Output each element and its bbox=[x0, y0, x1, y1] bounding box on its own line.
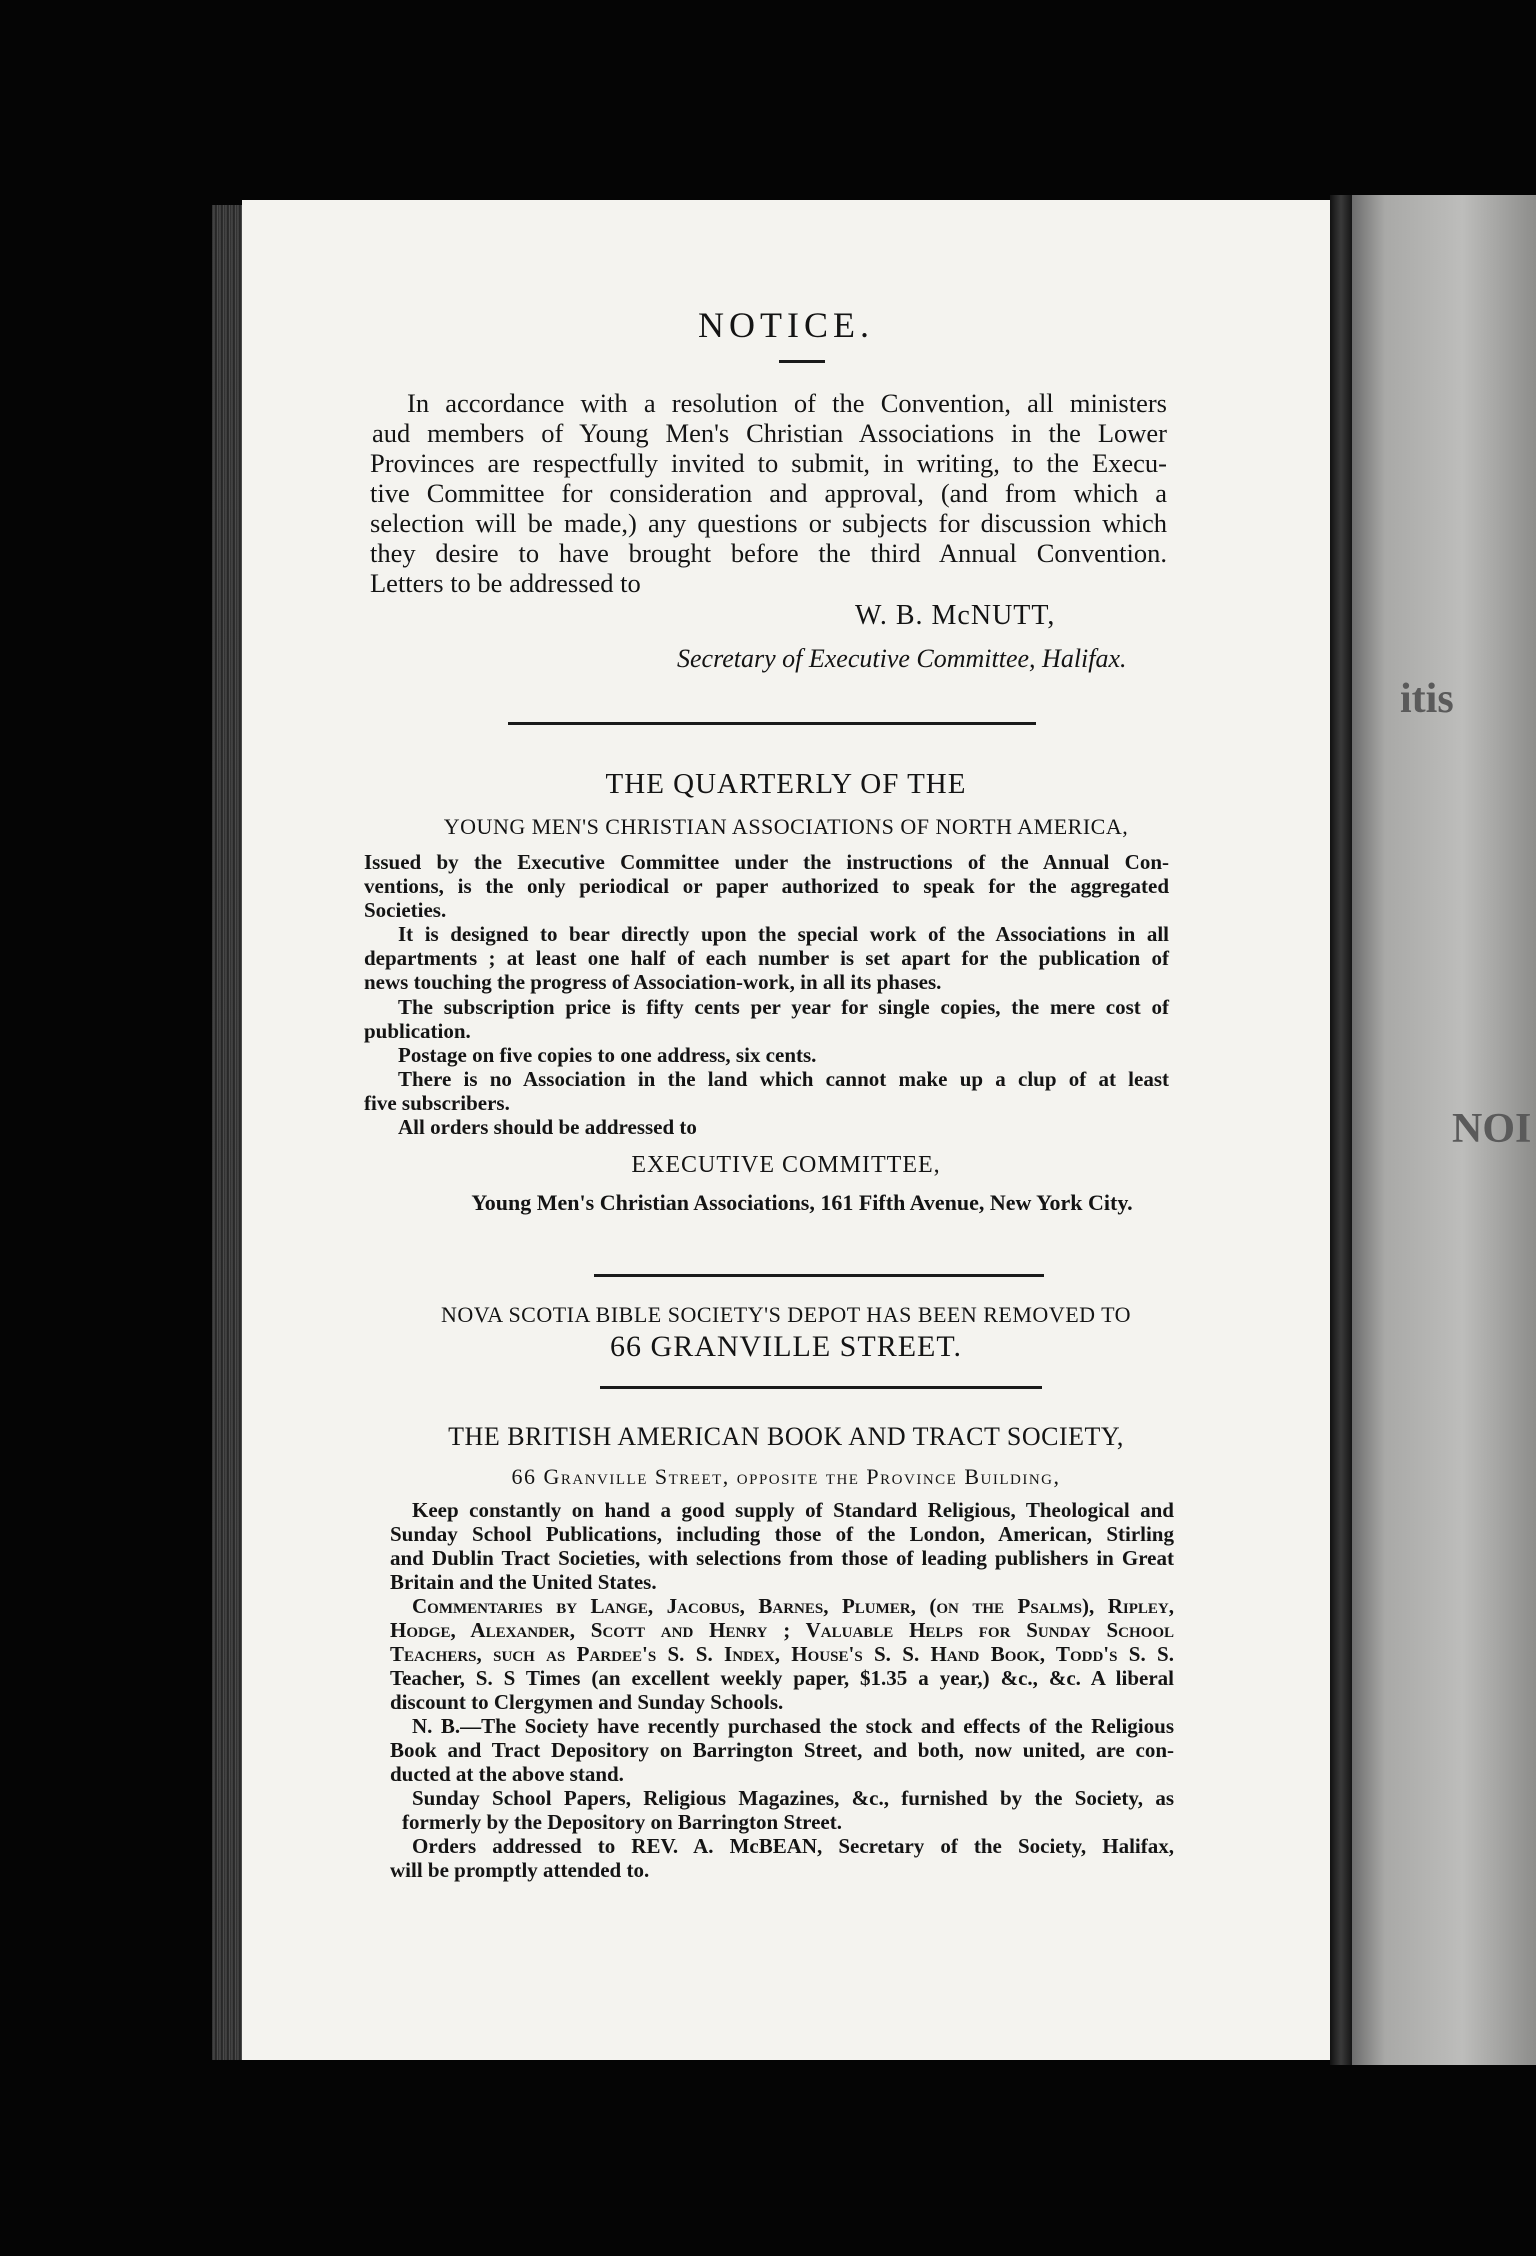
quarterly-title: THE QUARTERLY OF THE bbox=[605, 768, 967, 800]
committee-name: EXECUTIVE COMMITTEE, bbox=[631, 1152, 941, 1178]
signature-title: Secretary of Executive Committee, Halifax. bbox=[677, 644, 1127, 673]
tract-line: Book and Tract Depository on Barrington Street, and both, now united, are con- bbox=[390, 1738, 1174, 1762]
tract-line: will be promptly attended to. bbox=[390, 1858, 650, 1882]
tract-line: Sunday School Papers, Religious Magazines, &c., furnished by the Society, as bbox=[412, 1786, 1174, 1810]
quarterly-line: It is designed to bear directly upon the special work of the Associations in all bbox=[398, 922, 1169, 946]
title-dash bbox=[779, 360, 825, 363]
quarterly-line: five subscribers. bbox=[364, 1091, 510, 1115]
notice-line: In accordance with a resolution of the Convention, all ministers bbox=[407, 388, 1167, 418]
quarterly-line: news touching the progress of Association-work, in all its phases. bbox=[364, 970, 942, 994]
quarterly-line: Postage on five copies to one address, six cents. bbox=[398, 1043, 817, 1067]
tract-line: Britain and the United States. bbox=[390, 1570, 657, 1594]
tract-line: Teachers, such as Pardee's S. S. Index, House's S. S. Hand Book, Todd's S. S. bbox=[390, 1642, 1174, 1666]
notice-line: they desire to have brought before the third Annual Convention. bbox=[370, 538, 1167, 568]
committee-address: Young Men's Christian Associations, 161 Fifth Avenue, New York City. bbox=[471, 1190, 1133, 1215]
quarterly-line: The subscription price is fifty cents per year for single copies, the mere cost of bbox=[398, 995, 1169, 1019]
tract-line: Teacher, S. S Times (an excellent weekly paper, $1.35 a year,) &c., &c. A liberal bbox=[390, 1666, 1174, 1690]
tract-society-title: THE BRITISH AMERICAN BOOK AND TRACT SOCIETY, bbox=[448, 1422, 1124, 1451]
tract-line: Hodge, Alexander, Scott and Henry ; Valuable Helps for Sunday School bbox=[390, 1618, 1174, 1642]
tract-society-address: 66 Granville Street, opposite the Province Building, bbox=[511, 1464, 1061, 1489]
notice-line: tive Committee for consideration and approval, (and from which a bbox=[370, 478, 1167, 508]
tract-line: and Dublin Tract Societies, with selections from those of leading publishers in Great bbox=[390, 1546, 1174, 1570]
section-divider bbox=[600, 1386, 1042, 1389]
quarterly-line: departments ; at least one half of each number is set apart for the publication of bbox=[364, 946, 1169, 970]
tract-line: discount to Clergymen and Sunday Schools. bbox=[390, 1690, 784, 1714]
tract-line: ducted at the above stand. bbox=[390, 1762, 624, 1786]
notice-line: Provinces are respectfully invited to submit, in writing, to the Execu- bbox=[370, 448, 1167, 478]
signature-name: W. B. McNUTT, bbox=[855, 600, 1056, 631]
facing-page bbox=[1352, 195, 1536, 2065]
tract-line: Orders addressed to REV. A. McBEAN, Secretary of the Society, Halifax, bbox=[412, 1834, 1174, 1858]
notice-line: selection will be made,) any questions or subjects for discussion which bbox=[370, 508, 1167, 538]
quarterly-line: All orders should be addressed to bbox=[398, 1115, 697, 1139]
facing-page-fragment: NOI bbox=[1452, 1106, 1532, 1152]
quarterly-subtitle: YOUNG MEN'S CHRISTIAN ASSOCIATIONS OF NORTH AMERICA, bbox=[443, 814, 1129, 839]
quarterly-line: Societies. bbox=[364, 898, 447, 922]
book-page-edges bbox=[212, 205, 242, 2060]
notice-line: Letters to be addressed to bbox=[370, 568, 641, 598]
quarterly-line: Issued by the Executive Committee under the instructions of the Annual Con- bbox=[364, 850, 1169, 874]
notice-line: aud members of Young Men's Christian Associations in the Lower bbox=[372, 418, 1167, 448]
tract-line: formerly by the Depository on Barrington Street. bbox=[402, 1810, 842, 1834]
bible-society-address: 66 GRANVILLE STREET. bbox=[610, 1330, 962, 1363]
tract-line: N. B.—The Society have recently purchased the stock and effects of the Religious bbox=[412, 1714, 1174, 1738]
tract-line: Commentaries by Lange, Jacobus, Barnes, Plumer, (on the Psalms), Ripley, bbox=[412, 1594, 1174, 1618]
tract-line: Keep constantly on hand a good supply of Standard Religious, Theological and bbox=[412, 1498, 1174, 1522]
section-divider bbox=[594, 1274, 1044, 1277]
tract-line: Sunday School Publications, including those of the London, American, Stirling bbox=[390, 1522, 1174, 1546]
document-page bbox=[242, 200, 1330, 2060]
notice-title: NOTICE. bbox=[698, 305, 874, 345]
section-divider bbox=[508, 722, 1036, 725]
quarterly-line: There is no Association in the land which cannot make up a clup of at least bbox=[398, 1067, 1169, 1091]
book-gutter bbox=[1330, 195, 1352, 2065]
bible-society-line: NOVA SCOTIA BIBLE SOCIETY'S DEPOT HAS BEEN REMOVED TO bbox=[440, 1302, 1132, 1327]
facing-page-fragment: itis bbox=[1400, 676, 1454, 722]
quarterly-line: publication. bbox=[364, 1019, 471, 1043]
quarterly-line: ventions, is the only periodical or paper authorized to speak for the aggregated bbox=[364, 874, 1169, 898]
